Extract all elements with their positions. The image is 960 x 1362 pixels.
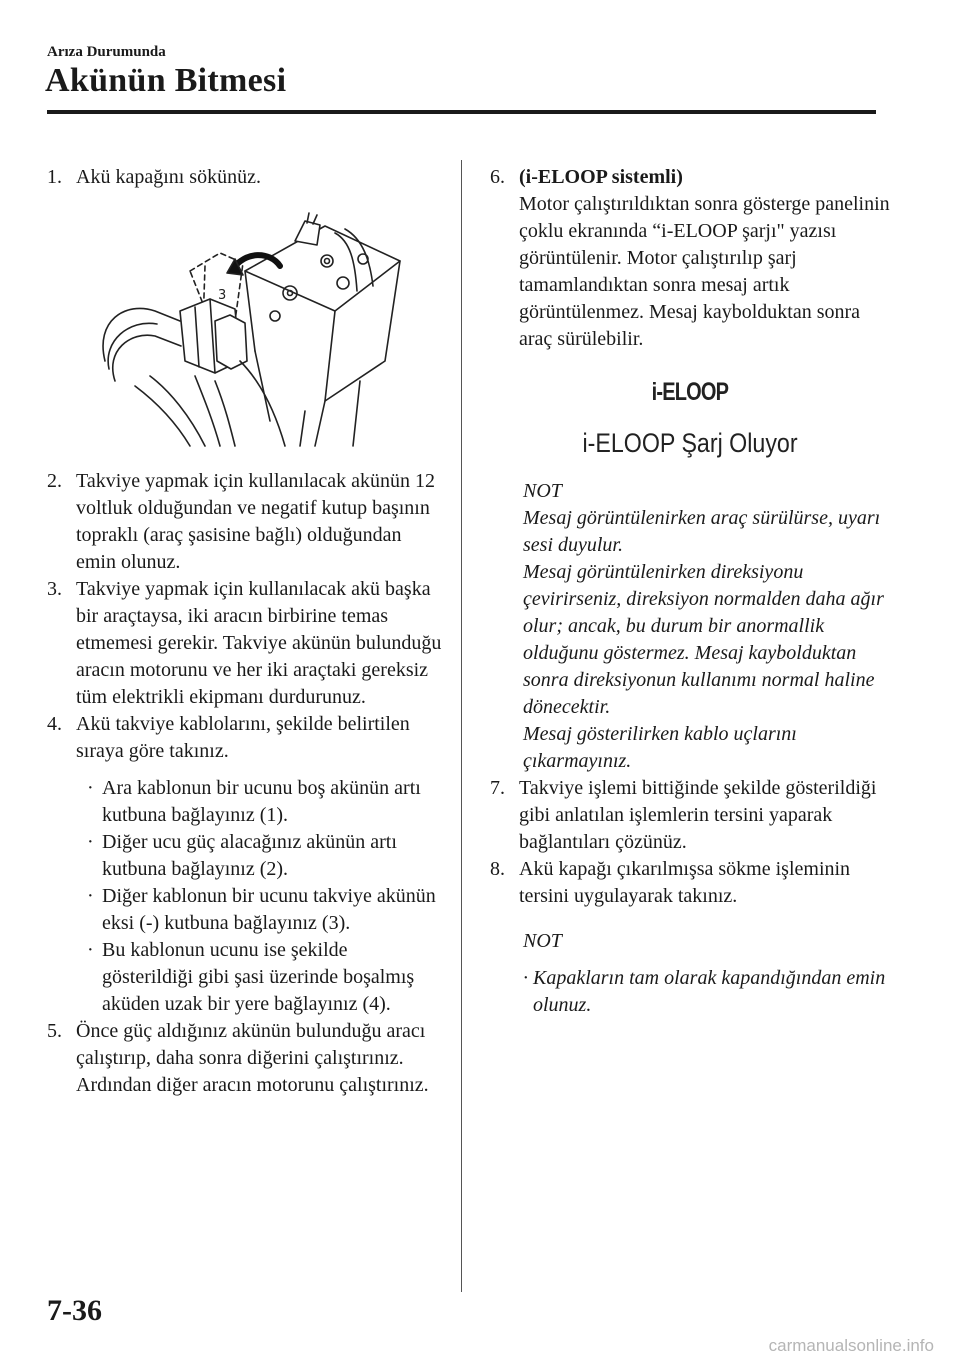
bullet-text: Diğer ucu güç alacağınız akünün artı kutbuna bağlayınız (2).	[102, 831, 397, 880]
step-text: Takviye işlemi bittiğinde şekilde gösterildiği gibi anlatılan işlemlerin tersini yaparak bağlantıları çözünüz.	[519, 777, 877, 853]
step-text: Motor çalıştırıldıktan sonra gösterge panelinin çoklu ekranında “i-ELOOP şarjı" yazısı görüntülenir. Motor çalıştırılıp şarj tamamlandıktan sonra mesaj artık görüntülenmez. Mesaj kaybolduktan sonra araç sürülebilir.	[519, 193, 890, 350]
note-text: Mesaj görüntülenirken direksiyonu çevirirseniz, direksiyon normalden daha ağır olur; ancak, bu durum bir anormallik olduğunu göstermez. Mesaj kaybolduktan sonra direksiyonun kullanımı normal haline dönecektir.	[523, 561, 884, 718]
step-number: 5.	[47, 1020, 62, 1042]
step-4-bullet	[87, 829, 442, 883]
note-label: NOT	[523, 930, 562, 952]
section-label: Arıza Durumunda	[47, 44, 166, 60]
step-text: Akü kapağı çıkarılmışsa sökme işleminin tersini uygulayarak takınız.	[519, 858, 851, 907]
step-number: 7.	[490, 777, 505, 799]
step-6	[490, 164, 890, 353]
step-text: Takviye yapmak için kullanılacak akü başka bir araçtaysa, iki aracın birbirine temas etmemesi gerekir. Takviye akünün bulunduğu aracın motorunu ve her iki araçtaki gereksiz tüm elektrikli ekipmanı durdurunuz.	[76, 578, 442, 708]
i-eloop-message: i-ELOOP Şarj Oluyor	[582, 428, 798, 458]
bullet-text: Ara kablonun bir ucunu boş akünün artı kutbuna bağlayınız (1).	[102, 777, 421, 826]
step-1	[47, 164, 442, 191]
watermark: carmanualsonline.info	[768, 1336, 934, 1355]
bullet-dot: ·	[523, 967, 528, 989]
bullet-dot: ·	[87, 831, 94, 853]
step-text: Önce güç aldığınız akünün bulunduğu aracı çalıştırıp, daha sonra diğerini çalıştırınız. Ardından diğer aracın motorunu çalıştırınız.	[76, 1020, 429, 1096]
step-7	[490, 775, 890, 856]
step-2	[47, 468, 442, 576]
step-number: 2.	[47, 470, 62, 492]
step-4-bullet	[87, 937, 442, 1018]
note-bullet	[523, 965, 890, 1019]
i-eloop-logo: i-ELOOP	[651, 378, 729, 406]
column-divider	[461, 160, 462, 1292]
note-text: Mesaj gösterilirken kablo uçlarını çıkarmayınız.	[523, 723, 797, 772]
step-4	[47, 711, 442, 765]
right-column	[490, 164, 890, 1019]
note-text: Kapakların tam olarak kapandığından emin olunuz.	[533, 967, 886, 1016]
figure-label: 3	[218, 288, 227, 303]
step-number: 3.	[47, 578, 62, 600]
bullet-dot: ·	[87, 885, 94, 907]
bullet-text: Diğer kablonun bir ucunu takviye akünün eksi (-) kutbuna bağlayınız (3).	[102, 885, 436, 934]
step-number: 1.	[47, 166, 62, 188]
step-body	[519, 164, 890, 353]
page-title: Akünün Bitmesi	[45, 62, 287, 99]
step-heading: (i-ELOOP sistemli)	[519, 166, 683, 188]
step-text: Takviye yapmak için kullanılacak akünün 12 voltluk olduğundan ve negatif kutup başının topraklı (araç şasisine bağlı) olduğundan emin olunuz.	[76, 470, 436, 573]
title-rule	[47, 110, 876, 114]
bullet-text: Bu kablonun ucunu ise şekilde gösterildiği gibi şasi üzerinde boşalmış aküden uzak bir yere bağlayınız (4).	[102, 939, 415, 1015]
step-number: 8.	[490, 858, 505, 880]
bullet-dot: ·	[87, 939, 94, 961]
step-8	[490, 856, 890, 910]
step-4-bullet	[87, 883, 442, 937]
note-label: NOT	[523, 480, 562, 502]
i-eloop-display	[490, 379, 890, 460]
step-3	[47, 576, 442, 711]
step-4-bullet	[87, 775, 442, 829]
step-5	[47, 1018, 442, 1099]
bullet-dot: ·	[87, 777, 94, 799]
page-number: 7-36	[47, 1294, 102, 1327]
step-text: Akü kapağını sökünüz.	[76, 166, 261, 188]
step-number: 4.	[47, 713, 62, 735]
step-number: 6.	[490, 166, 505, 188]
step-text: Akü takviye kablolarını, şekilde belirtilen sıraya göre takınız.	[76, 713, 410, 762]
left-column	[47, 164, 442, 1099]
note-text: Mesaj görüntülenirken araç sürülürse, uyarı sesi duyulur.	[523, 507, 881, 556]
battery-cover-illustration	[95, 211, 415, 451]
